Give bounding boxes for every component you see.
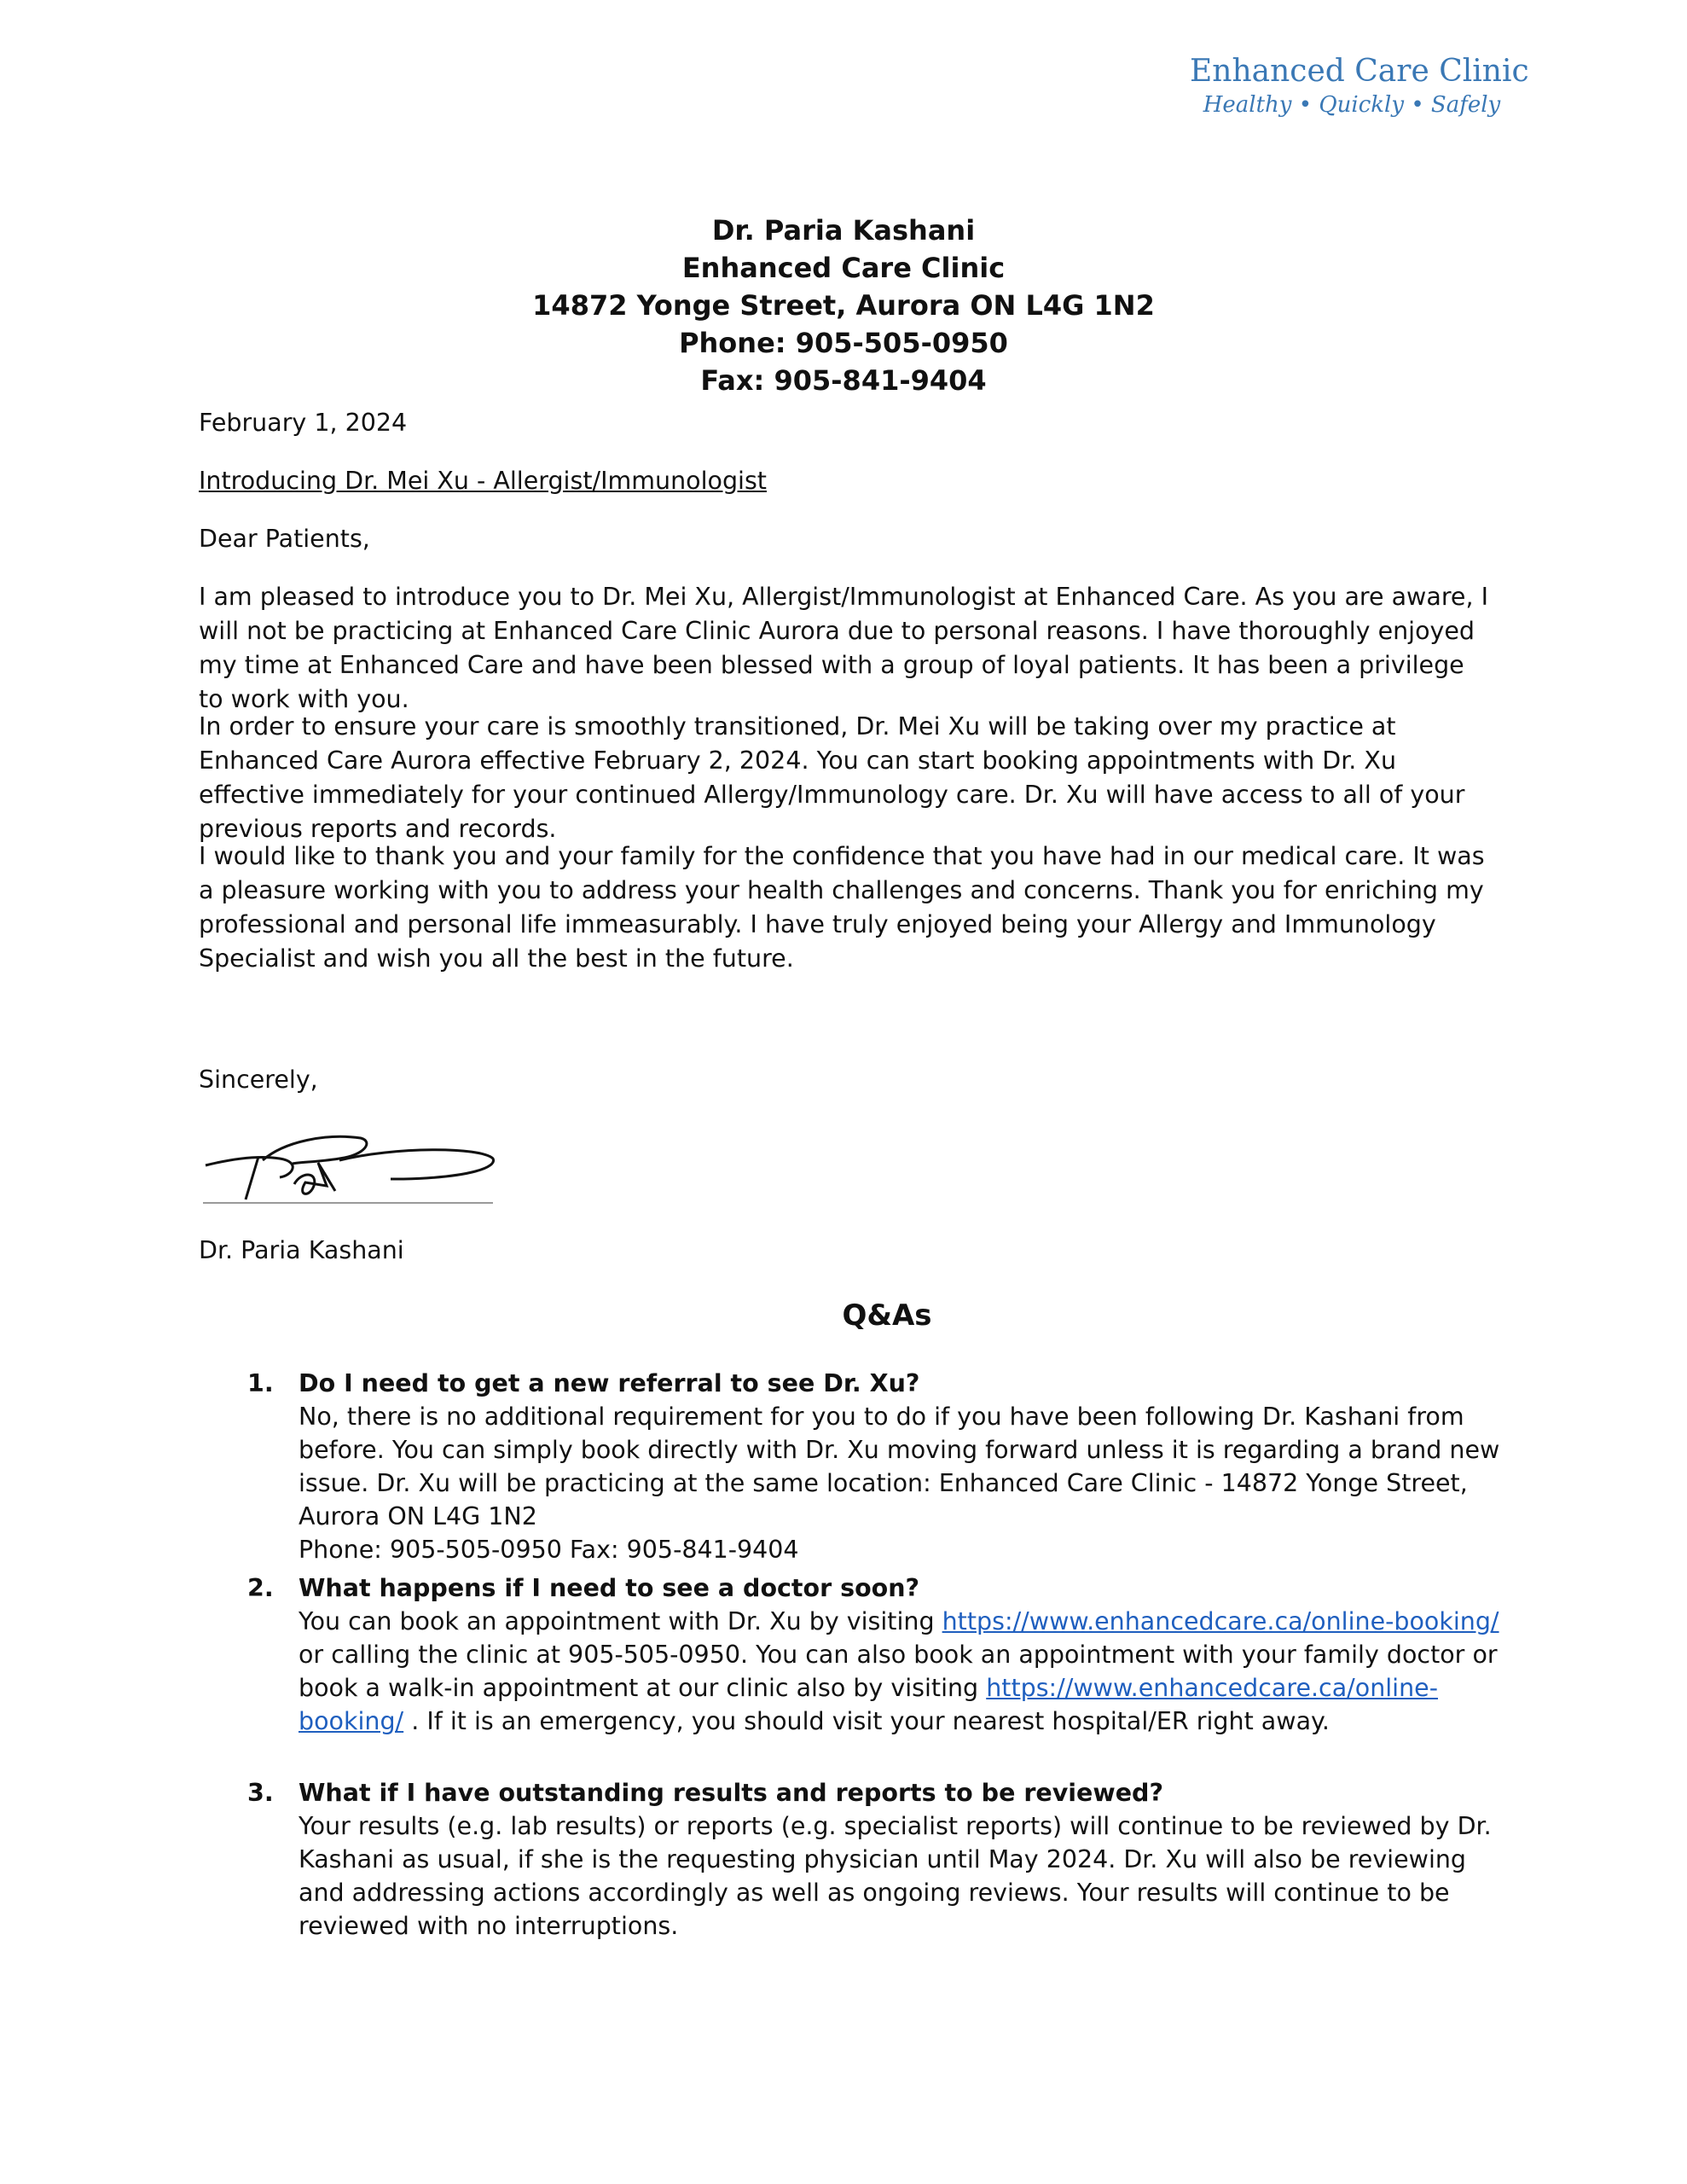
qa-contact: Phone: 905-505-0950 Fax: 905-841-9404 (299, 1536, 799, 1564)
qa-question: Do I need to get a new referral to see Dr. Xu? (299, 1369, 920, 1397)
letter-date: February 1, 2024 (199, 409, 408, 437)
qa-number: 1. (247, 1369, 274, 1397)
header-fax: Fax: 905-841-9404 (700, 364, 987, 397)
letter-closing: Sincerely, (199, 1066, 318, 1094)
signature-image (199, 1124, 497, 1210)
qa-answer-text: . If it is an emergency, you should visit your nearest hospital/ER right away. (403, 1707, 1330, 1735)
header-doctor-name: Dr. Paria Kashani (711, 214, 976, 247)
qa-answer (299, 1605, 1510, 1738)
qa-answer: Your results (e.g. lab results) or reports (e.g. specialist reports) will continue to be reviewed by Dr. Kashani as usual, if she is the requesting physician until May 2024. Dr. Xu will also be reviewing and addressing actions accordingly as well as ongoing reviews. Your results will continue to be reviewed with no interruptions. (299, 1812, 1492, 1940)
qa-title: Q&As (842, 1298, 932, 1333)
logo-tagline: Healthy • Quickly • Safely (1203, 92, 1501, 118)
letter-paragraph: In order to ensure your care is smoothly transitioned, Dr. Mei Xu will be taking over my practice at Enhanced Care Aurora effective February 2, 2024. You can start booking appointments with Dr. Xu effective immediately for your continued Allergy/Immunology care. Dr. Xu will have access to all of your previous reports and records. (199, 712, 1465, 843)
qa-number: 3. (247, 1779, 274, 1807)
qa-body (299, 1367, 1510, 1566)
header-phone: Phone: 905-505-0950 (679, 327, 1008, 359)
logo-name: Enhanced Care Clinic (1190, 54, 1529, 89)
clinic-logo (1190, 53, 1529, 119)
letter-subject: Introducing Dr. Mei Xu - Allergist/Immunologist (199, 467, 767, 495)
qa-body (299, 1776, 1510, 1943)
letter-paragraph: I would like to thank you and your family for the confidence that you have had in our medical care. It was a pleasure working with you to address your health challenges and concerns. Thank you for enriching my professional and personal life immeasurably. I have truly enjoyed being your Allergy and Immunology Specialist and wish you all the best in the future. (199, 842, 1485, 973)
qa-question: What if I have outstanding results and reports to be reviewed? (299, 1779, 1163, 1807)
online-booking-link-2[interactable]: https://www.enhancedcare.ca/online-booking/ (299, 1674, 1438, 1735)
qa-number: 2. (247, 1574, 274, 1602)
header-address: 14872 Yonge Street, Aurora ON L4G 1N2 (532, 289, 1155, 322)
qa-question: What happens if I need to see a doctor soon? (299, 1574, 920, 1602)
online-booking-link[interactable]: https://www.enhancedcare.ca/online-booking/ (942, 1607, 1499, 1635)
letter-signer: Dr. Paria Kashani (199, 1236, 404, 1264)
qa-answer-text: You can book an appointment with Dr. Xu by visiting (299, 1607, 942, 1635)
qa-answer-text: or calling the clinic at 905-505-0950. You can also book an appointment with your family doctor or book a walk-in appointment at our clinic also by visiting (299, 1641, 1498, 1702)
qa-answer: No, there is no additional requirement for you to do if you have been following Dr. Kashani from before. You can simply book directly with Dr. Xu moving forward unless it is regarding a brand new issue. Dr. Xu will be practicing at the same location: Enhanced Care Clinic - 14872 Yonge Street, Aurora ON L4G 1N2 (299, 1403, 1500, 1531)
letterhead (0, 212, 1687, 399)
letter-paragraph: I am pleased to introduce you to Dr. Mei Xu, Allergist/Immunologist at Enhanced Care. As you are aware, I will not be practicing at Enhanced Care Clinic Aurora due to personal reasons. I have thoroughly enjoyed my time at Enhanced Care and have been blessed with a group of loyal patients. It has been a privilege to work with you. (199, 583, 1488, 713)
letter-salutation: Dear Patients, (199, 525, 370, 553)
qa-body (299, 1571, 1510, 1738)
header-clinic-name: Enhanced Care Clinic (681, 252, 1006, 284)
